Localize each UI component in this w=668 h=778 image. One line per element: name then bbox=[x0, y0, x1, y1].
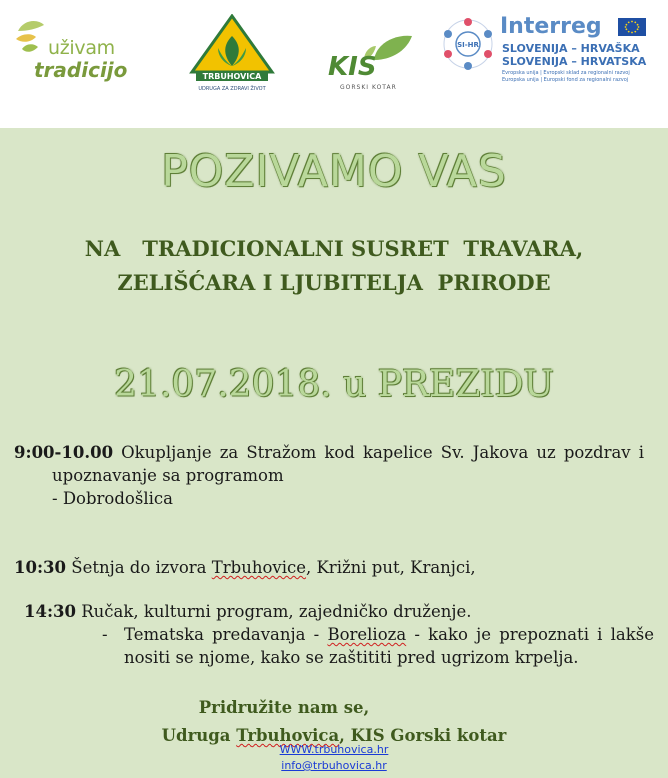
logo-name: KIS bbox=[328, 52, 377, 82]
logo-subtitle: UDRUGA ZA ZDRAVI ŽIVOT bbox=[198, 86, 266, 92]
program-item bbox=[14, 441, 644, 510]
event-subtitle bbox=[0, 232, 668, 300]
program-time: 14:30 bbox=[24, 602, 77, 621]
closing-text-flagged: Trbuhovica bbox=[236, 726, 340, 745]
uzivam-tradicijo-logo bbox=[14, 15, 128, 85]
invitation-body bbox=[0, 128, 668, 778]
logo-fund-line2: Europska unija | Europski fond za regionalni razvoj bbox=[502, 77, 629, 83]
subtitle-line: ZELIŠĆARA I LJUBITELJA PRIRODE bbox=[117, 270, 551, 295]
network-badge-icon bbox=[440, 16, 496, 72]
contact-links bbox=[0, 742, 668, 774]
program-text: Okupljanje za Stražom kod kapelice Sv. Jakova uz pozdrav i bbox=[113, 443, 644, 462]
program-text-continued: upoznavanje sa programom bbox=[52, 466, 284, 485]
website-link[interactable]: WWW.trbuhovica.hr bbox=[279, 743, 389, 756]
leaf-icon bbox=[14, 17, 46, 57]
logo-text-line2: tradicijo bbox=[34, 58, 128, 82]
logo-line2: SLOVENIJA – HRVATSKA bbox=[502, 55, 647, 68]
program-time: 9:00-10.00 bbox=[14, 443, 114, 462]
program-item bbox=[14, 556, 654, 579]
badge-label: SI-HR bbox=[457, 41, 479, 49]
eu-flag-icon bbox=[618, 18, 646, 36]
email-link[interactable]: info@trbuhovica.hr bbox=[281, 759, 387, 772]
interreg-logo bbox=[440, 12, 655, 92]
logo-name: TRBUHOVICA bbox=[196, 72, 268, 81]
bullet-text-flagged: Borelioza bbox=[327, 625, 407, 644]
bullet-text: - kako je prepoznati i lakše nositi se njome, kako se zaštititi pred ugrizom krpelja. bbox=[124, 625, 654, 667]
event-date: 21.07.2018. u PREZIDU bbox=[114, 364, 554, 405]
logo-fund-line1: Evropska unija | Evropski sklad za regionalni razvoj bbox=[502, 70, 630, 76]
program-item bbox=[24, 600, 654, 669]
program-text: , Križni put, Kranjci, bbox=[305, 558, 476, 577]
program-text-flagged: Trbuhovice bbox=[211, 558, 306, 577]
closing-text: , KIS Gorski kotar bbox=[339, 726, 507, 745]
bullet-text: Tematska predavanja - bbox=[124, 625, 328, 644]
triangle-leaf-icon bbox=[188, 14, 276, 74]
page-title: POZIVAMO VAS bbox=[161, 146, 507, 197]
program-subitem: - Dobrodošlica bbox=[52, 489, 173, 508]
subtitle-line: NA TRADICIONALNI SUSRET TRAVARA, bbox=[84, 236, 584, 261]
program-time: 10:30 bbox=[14, 558, 67, 577]
logo-header bbox=[0, 0, 668, 128]
logo-name: Interreg bbox=[500, 14, 602, 39]
program-bullet bbox=[24, 623, 654, 669]
closing-line: Pridružite nam se, bbox=[198, 698, 370, 717]
logo-subtitle: GORSKI KOTAR bbox=[340, 84, 397, 91]
logo-line1: SLOVENIJA – HRVAŠKA bbox=[502, 42, 640, 55]
program-text: Šetnja do izvora bbox=[66, 558, 212, 577]
kis-logo bbox=[314, 30, 418, 100]
closing-text: Udruga bbox=[161, 726, 237, 745]
trbuhovica-logo bbox=[188, 14, 276, 94]
program-text: Ručak, kulturni program, zajedničko druženje. bbox=[76, 602, 472, 621]
logo-text-line1: uživam bbox=[48, 37, 115, 59]
bullet-dash: - bbox=[102, 625, 108, 644]
